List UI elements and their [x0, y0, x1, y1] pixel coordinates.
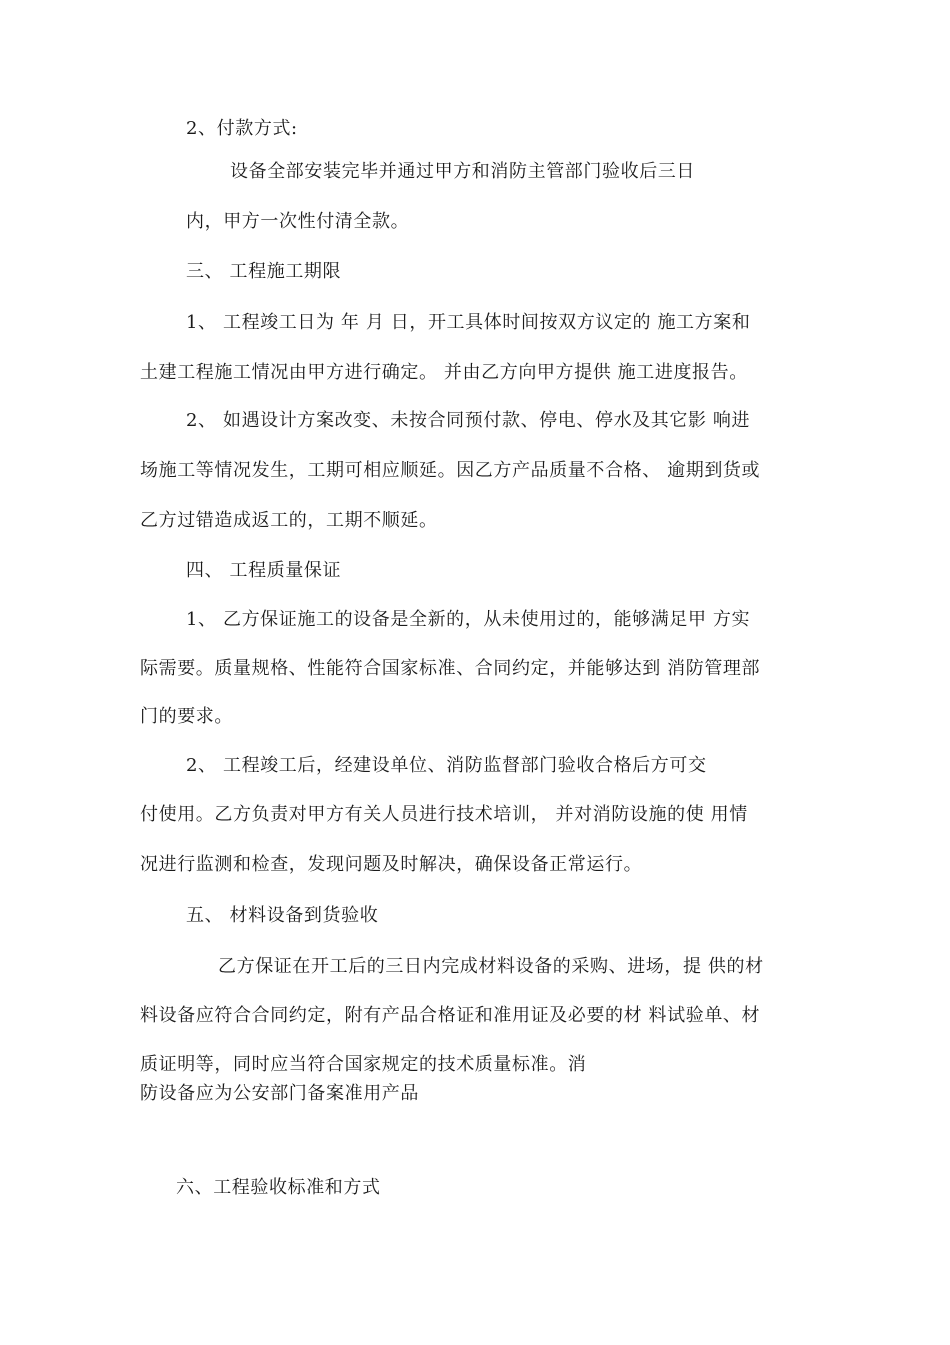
- section-4-item-2-line-3: 况进行监测和检查，发现问题及时解决，确保设备正常运行。: [140, 854, 643, 875]
- section-5-text-line-4: 防设备应为公安部门备案准用产品: [140, 1083, 419, 1104]
- section-5-text-line-1: 乙方保证在开工后的三日内完成材料设备的采购、进场，提 供的材: [218, 956, 764, 977]
- section-6-heading: 六、工程验收标准和方式: [176, 1177, 381, 1198]
- section-4-item-1-line-3: 门的要求。: [140, 706, 233, 727]
- section-3-item-2-line-2: 场施工等情况发生，工期可相应顺延。因乙方产品质量不合格、 逾期到货或: [140, 460, 761, 481]
- section-4-item-2-line-2: 付使用。乙方负责对甲方有关人员进行技术培训， 并对消防设施的使 用情: [140, 804, 748, 825]
- section-4-item-1-line-2: 际需要。质量规格、性能符合国家标准、合同约定，并能够达到 消防管理部: [140, 658, 761, 679]
- section-5-text-line-2: 料设备应符合合同约定，附有产品合格证和准用证及必要的材 料试验单、材: [140, 1005, 761, 1026]
- section-3-item-2-line-3: 乙方过错造成返工的，工期不顺延。: [140, 510, 438, 531]
- payment-method-heading: 2、付款方式:: [186, 118, 298, 139]
- section-3-item-2-line-1: 2、 如遇设计方案改变、未按合同预付款、停电、停水及其它影 响进: [186, 410, 751, 431]
- section-4-item-1-line-1: 1、 乙方保证施工的设备是全新的，从未使用过的，能够满足甲 方实: [186, 609, 751, 630]
- section-3-item-1-line-1: 1、 工程竣工日为 年 月 日，开工具体时间按双方议定的 施工方案和: [186, 312, 751, 333]
- section-4-item-2-line-1: 2、 工程竣工后，经建设单位、消防监督部门验收合格后方可交: [186, 755, 707, 776]
- section-3-heading: 三、 工程施工期限: [186, 261, 342, 282]
- section-4-heading: 四、 工程质量保证: [186, 560, 342, 581]
- section-5-heading: 五、 材料设备到货验收: [186, 905, 379, 926]
- section-5-text-line-3: 质证明等，同时应当符合国家规定的技术质量标准。消: [140, 1054, 587, 1075]
- section-3-item-1-line-2: 土建工程施工情况由甲方进行确定。 并由乙方向甲方提供 施工进度报告。: [140, 362, 748, 383]
- payment-method-text-line-1: 设备全部安装完毕并通过甲方和消防主管部门验收后三日: [230, 161, 695, 182]
- payment-method-text-line-2: 内，甲方一次性付清全款。: [186, 211, 410, 232]
